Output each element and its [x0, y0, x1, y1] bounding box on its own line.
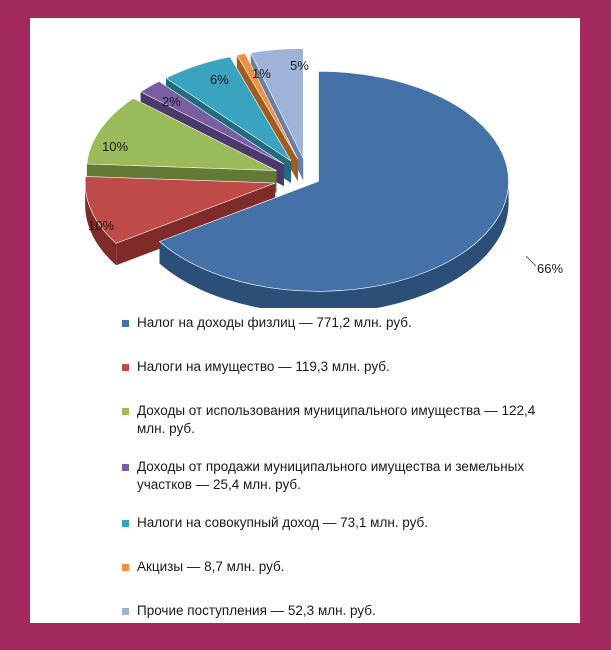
legend-label: Налоги на совокупный доход — 73,1 млн. руб.	[137, 515, 429, 530]
legend-item	[122, 458, 562, 494]
pct-label-1: 66%	[537, 261, 564, 276]
legend-item	[122, 314, 562, 332]
legend-swatch	[122, 608, 129, 615]
legend-swatch	[122, 364, 129, 371]
legend-swatch	[122, 464, 129, 471]
pct-label-5: 6%	[210, 72, 229, 87]
legend-label: Налоги на имущество — 119,3 млн. руб.	[137, 359, 390, 374]
legend-swatch	[122, 520, 129, 527]
legend-label: Доходы от использования муниципального имущества — 122,4 млн. руб.	[137, 403, 536, 436]
legend-label: Доходы от продажи муниципального имущества и земельных участков — 25,4 млн. руб.	[137, 459, 525, 492]
leader-line-1	[526, 256, 536, 266]
legend-item	[122, 514, 562, 532]
pct-label-6: 1%	[252, 66, 271, 81]
legend	[122, 314, 562, 620]
pct-label-3: 10%	[102, 139, 129, 154]
pie-chart	[30, 18, 580, 308]
legend-item	[122, 358, 562, 376]
pct-label-2: 10%	[88, 218, 115, 233]
legend-label: Акцизы — 8,7 млн. руб.	[137, 559, 285, 574]
legend-label: Прочие поступления — 52,3 млн. руб.	[137, 603, 376, 618]
pct-label-4: 2%	[162, 94, 181, 109]
legend-swatch	[122, 564, 129, 571]
legend-swatch	[122, 408, 129, 415]
chart-card	[30, 18, 580, 623]
legend-swatch	[122, 320, 129, 327]
pct-label-7: 5%	[290, 58, 309, 73]
legend-item	[122, 558, 562, 576]
legend-label: Налог на доходы физлиц — 771,2 млн. руб.	[137, 315, 412, 330]
legend-item	[122, 402, 562, 438]
legend-item	[122, 602, 562, 620]
